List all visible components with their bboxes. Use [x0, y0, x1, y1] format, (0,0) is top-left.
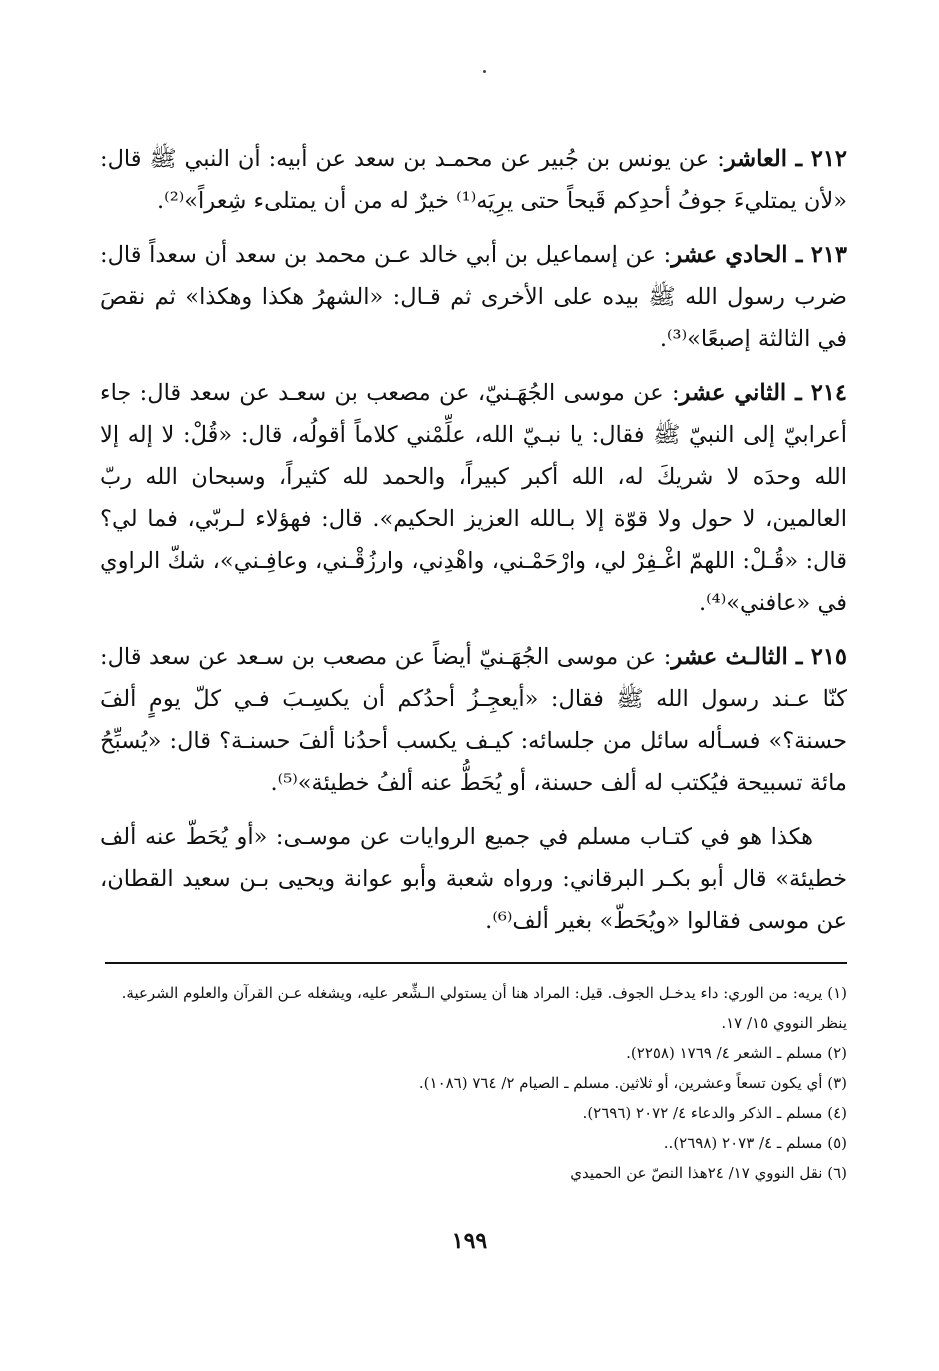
footnote-divider	[105, 962, 847, 964]
footnotes	[100, 978, 847, 1188]
commentary-paragraph	[100, 816, 847, 942]
hadith-number: ٢١٣	[810, 242, 847, 268]
hadith-215: ٢١٥ ـ الثالـث عشر: عن موسى الجُهَـنيّ أيضاً عن مصعب بن سـعد عن سعد قال: كنّا عـند رسول الله ﷺ فقال: «أيعجِـزُ أحدُكم أن يكسِـبَ فـي كلّ يومٍ ألفَ حسنة؟» فسـأله سائل من جلسائه: كيـف يكسب أحدُنا ألفَ حسنـة؟ قال: «يُسبِّحُ مائة تسبيحة فيُكتب له ألف حسنة، أو يُحَطُّ عنه ألفُ خطيئة»⁽⁵⁾.	[100, 644, 847, 796]
hadith-text: : عن إسماعيل بن أبي خالد عـن محمد بن سعد أن سعداً قال: ضرب رسول الله ﷺ بيده على الأخرى ثم قـال: «الشهرُ هكذا وهكذا» ثم نقصَ في الثالثة إصبعًا»⁽³⁾.	[100, 242, 847, 352]
hadith-number: ٢١٥	[810, 644, 847, 670]
footnote-1: (١) يريه: من الوري: داء يدخـل الجوف. قيل: المراد هنا أن يستولي الـشِّعر عليه، ويشغله عـن القرآن والعلوم الشرعية. ينظر النووي ١٥/ ١٧.	[121, 984, 847, 1032]
footnote-6: (٦) نقل النووي ١٧/ ٢٤هذا النصّ عن الحميدي	[570, 1164, 847, 1182]
hadith-heading: العاشر	[724, 146, 787, 172]
footnote-5: (٥) مسلم ـ ٤/ ٢٠٧٣ (٢٦٩٨)..	[663, 1134, 847, 1152]
footnote-4: (٤) مسلم ـ الذكر والدعاء ٤/ ٢٠٧٢ (٢٦٩٦).	[582, 1104, 847, 1122]
hadith-text: : عن موسى الجُهَـنيّ أيضاً عن مصعب بن سـعد عن سعد قال: كنّا عـند رسول الله ﷺ فقال: «أيعجِـزُ أحدُكم أن يكسِـبَ فـي كلّ يومٍ ألفَ حسنة؟» فسـأله سائل من جلسائه: كيـف يكسب أحدُنا ألفَ حسنـة؟ قال: «يُسبِّحُ مائة تسبيحة فيُكتب له ألف حسنة، أو يُحَطُّ عنه ألفُ خطيئة»⁽⁵⁾.	[100, 644, 847, 796]
hadith-number: ٢١٤	[810, 380, 847, 406]
hadith-text: : عن يونس بن جُبير عن محمـد بن سعد عن أبيه: أن النبي ﷺ قال: «لأن يمتليءَ جوفُ أحدِكم قَيحاً حتى يرِيَه⁽¹⁾ خيرٌ له من أن يمتلىء شِعراً»⁽²⁾.	[100, 146, 847, 214]
hadith-heading: الثالـث عشر	[671, 644, 788, 670]
hadith-text: : عن موسى الجُهَـنيّ، عن مصعب بن سعـد عن سعد قال: جاء أعرابيّ إلى النبيّ ﷺ فقال: يا نبـيّ الله، علِّمْني كلاماً أقولُه، قال: «قُلْ: لا إله إلا الله وحدَه لا شريكَ له، الله أكبر كبيراً، والحمد لله كثيراً، وسبحان الله ربّ العالمين، لا حول ولا قوّة إلا بـالله العزيز الحكيم». قال: فهؤلاء لـربّي، فما لي؟ قال: «قُـلْ: اللهمّ اغْـفِرْ لي، وارْحَمْـني، واهْدِني، وارزُقْـني، وعافِـني»، شكّ الراوي في «عافني»⁽⁴⁾.	[100, 380, 848, 616]
hadith-number: ٢١٢	[810, 146, 847, 172]
page-dot-mark	[483, 70, 486, 73]
page-body	[100, 138, 847, 1311]
hadith-heading: الثاني عشر	[679, 380, 787, 406]
hadith-213: ٢١٣ ـ الحادي عشر: عن إسماعيل بن أبي خالد عـن محمد بن سعد أن سعداً قال: ضرب رسول الله ﷺ بيده على الأخرى ثم قـال: «الشهرُ هكذا وهكذا» ثم نقصَ في الثالثة إصبعًا»⁽³⁾.	[100, 242, 847, 352]
page-number: ١٩٩	[451, 1228, 488, 1254]
hadith-212: ٢١٢ ـ العاشر: عن يونس بن جُبير عن محمـد بن سعد عن أبيه: أن النبي ﷺ قال: «لأن يمتليءَ جوفُ أحدِكم قَيحاً حتى يرِيَه⁽¹⁾ خيرٌ له من أن يمتلىء شِعراً»⁽²⁾.	[100, 146, 847, 214]
hadith-214: ٢١٤ ـ الثاني عشر: عن موسى الجُهَـنيّ، عن مصعب بن سعـد عن سعد قال: جاء أعرابيّ إلى النبيّ ﷺ فقال: يا نبـيّ الله، علِّمْني كلاماً أقولُه، قال: «قُلْ: لا إله إلا الله وحدَه لا شريكَ له، الله أكبر كبيراً، والحمد لله كثيراً، وسبحان الله ربّ العالمين، لا حول ولا قوّة إلا بـالله العزيز الحكيم». قال: فهؤلاء لـربّي، فما لي؟ قال: «قُـلْ: اللهمّ اغْـفِرْ لي، وارْحَمْـني، واهْدِني، وارزُقْـني، وعافِـني»، شكّ الراوي في «عافني»⁽⁴⁾.	[100, 380, 848, 616]
footnote-3: (٣) أي يكون تسعاً وعشرين، أو ثلاثين. مسلم ـ الصيام ٢/ ٧٦٤ (١٠٨٦).	[418, 1074, 847, 1092]
footnote-2: (٢) مسلم ـ الشعر ٤/ ١٧٦٩ (٢٢٥٨).	[626, 1044, 847, 1062]
commentary-text: هكذا هو في كتـاب مسلم في جميع الروايات عن موسـى: «أو يُحَطّ عنه ألف خطيئة» قال أبو بكـر البرقاني: ورواه شعبة وأبو عوانة ويحيى بـن سعيد القطان، عن موسى فقالوا «ويُحَطّ» بغير ألف⁽⁶⁾.	[100, 824, 847, 934]
hadith-heading: الحادي عشر	[671, 242, 788, 268]
